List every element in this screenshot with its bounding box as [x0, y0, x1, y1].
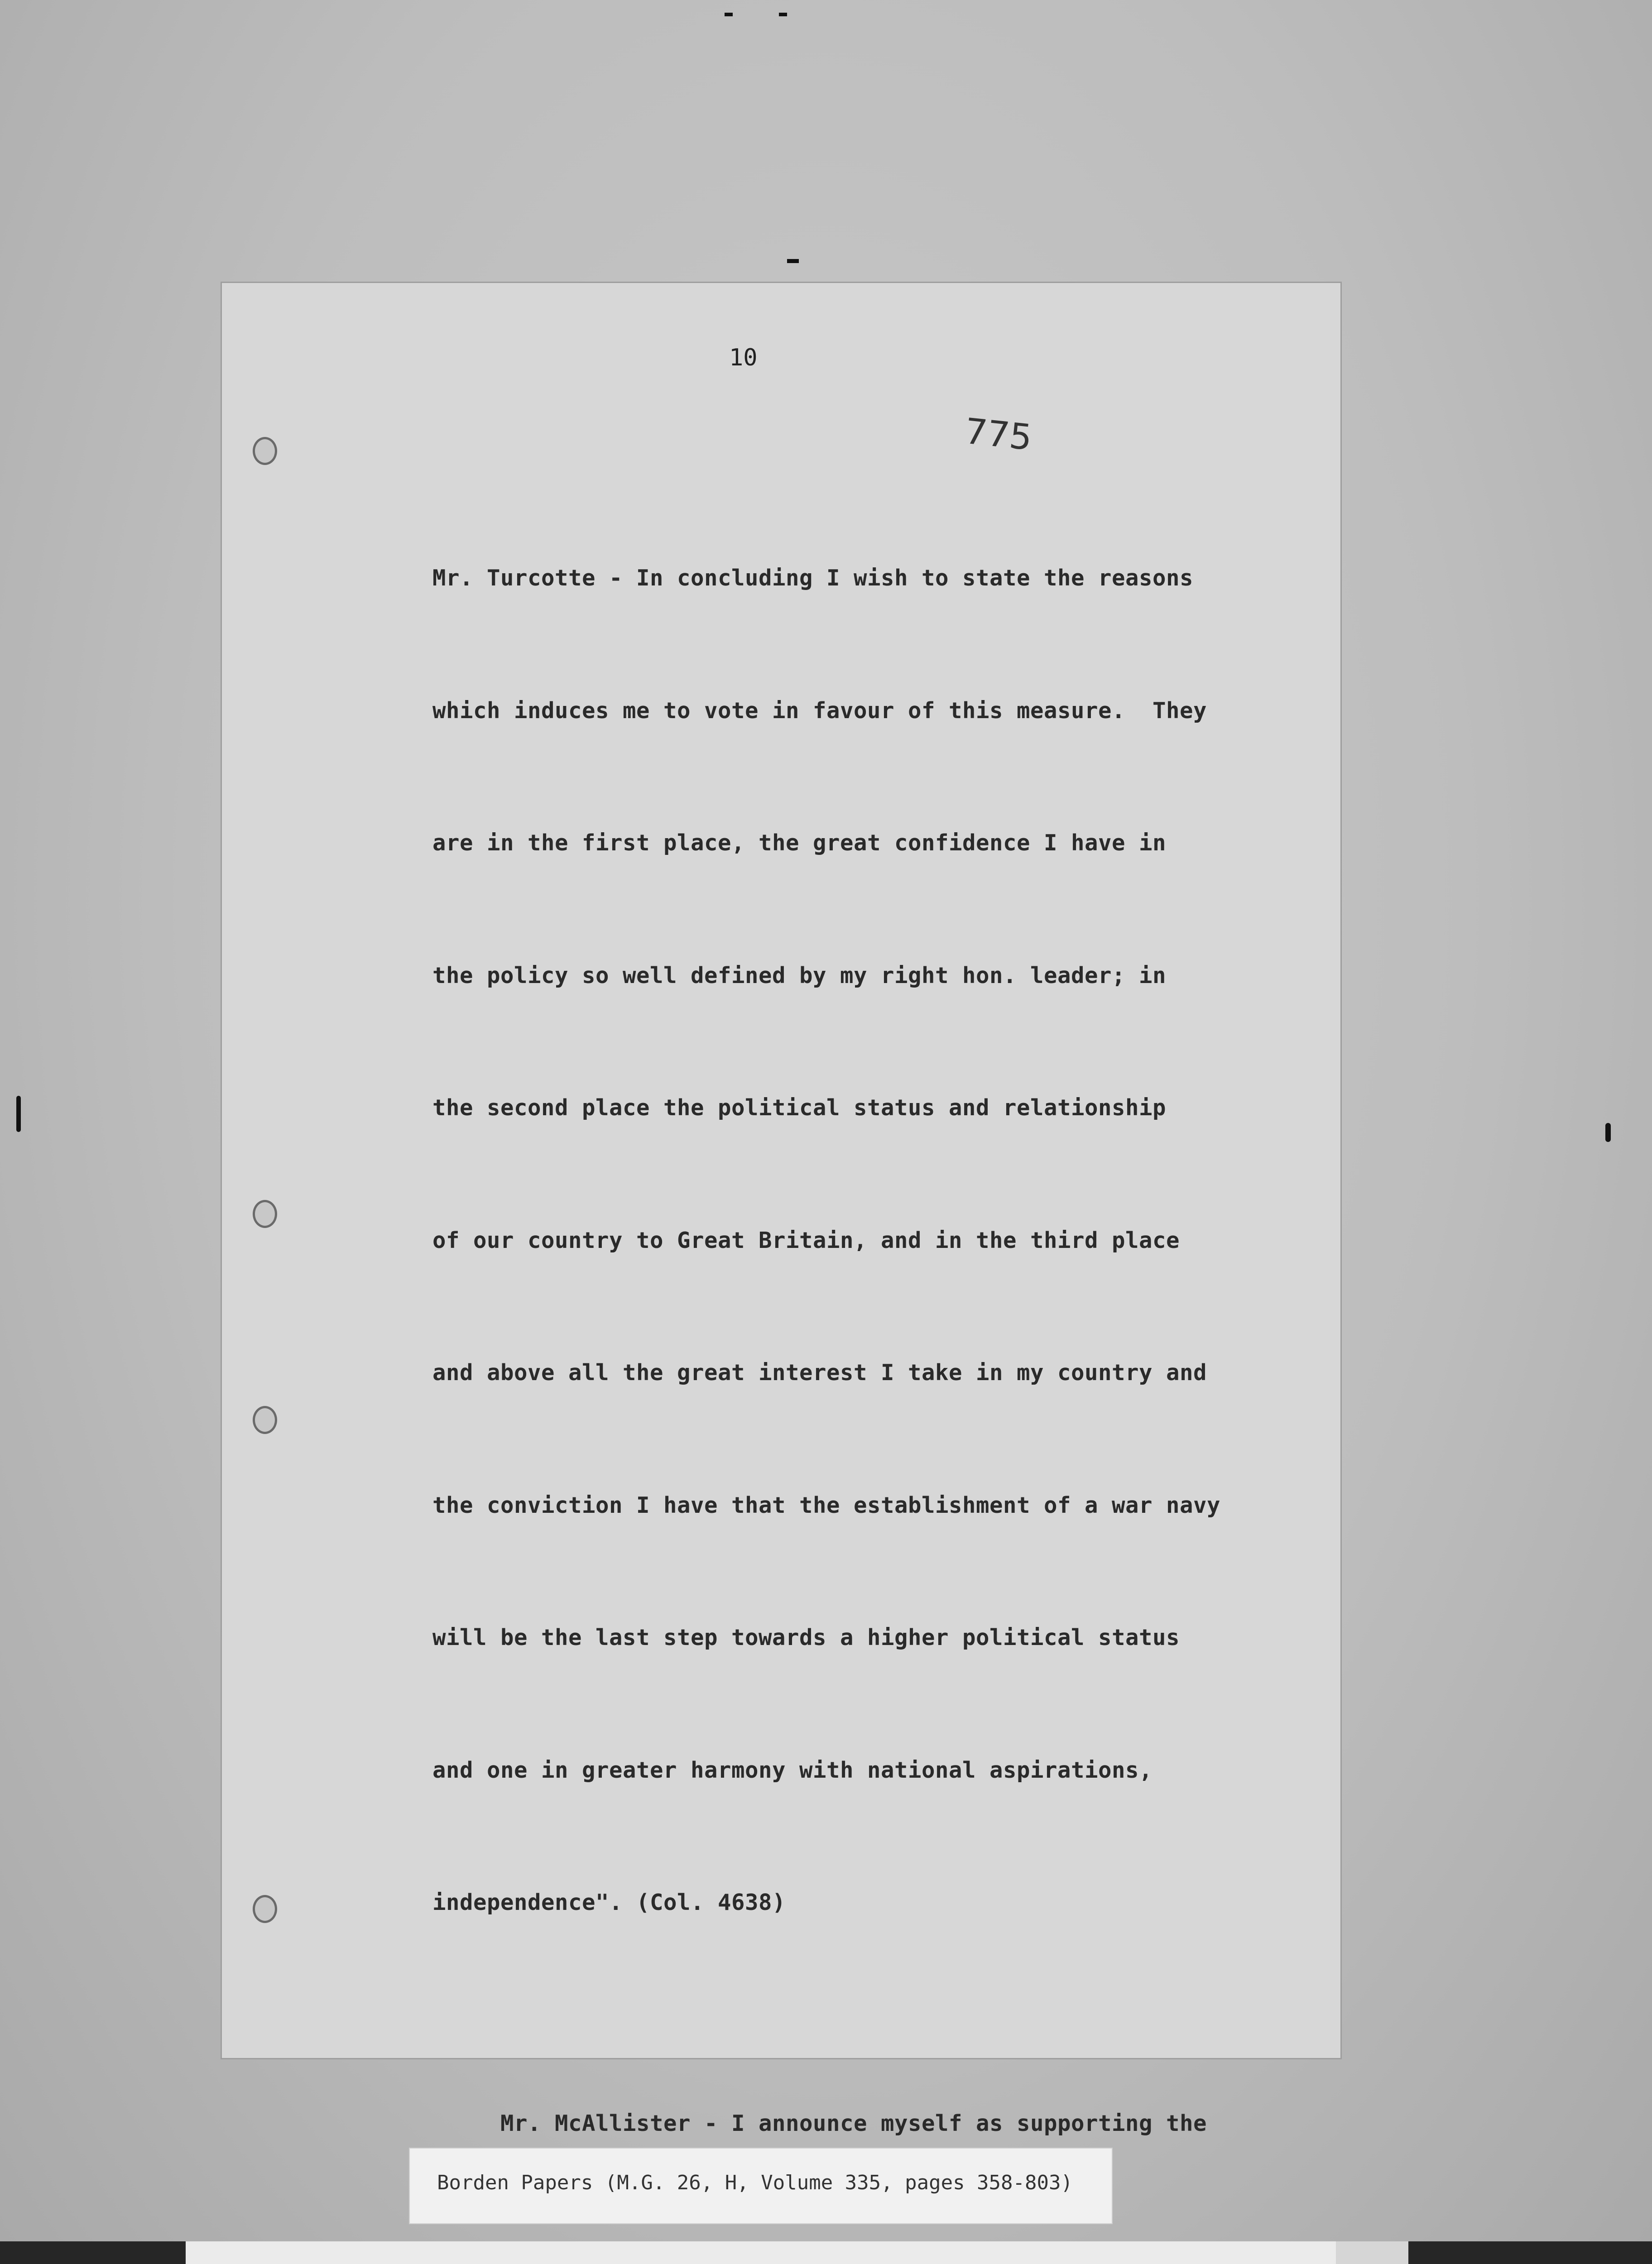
- folio-number: 775: [962, 411, 1034, 459]
- registration-mark-top-center: [787, 259, 799, 263]
- registration-mark-left: [16, 1096, 21, 1132]
- punch-hole-4: [253, 1895, 277, 1923]
- paragraph-mcallister: [432, 2013, 1316, 2264]
- registration-mark-top-left: [725, 13, 733, 16]
- text-line: which induces me to vote in favour of this measure. They: [432, 697, 1207, 724]
- punch-hole-3: [253, 1406, 277, 1434]
- text-line: the second place the political status and relationship: [432, 1095, 1167, 1121]
- paragraph-turcotte: [432, 468, 1316, 2013]
- text-line: will be the last step towards a higher political status: [432, 1625, 1180, 1650]
- document-page: [222, 283, 1340, 2136]
- punch-hole-2: [253, 1200, 277, 1228]
- text-line: the policy so well defined by my right hon. leader; in: [432, 962, 1167, 988]
- text-line: and above all the great interest I take in my country and: [432, 1360, 1207, 1386]
- stamp-edge: [1336, 2241, 1408, 2264]
- text-line: and one in greater harmony with national aspirations,: [432, 1757, 1153, 1783]
- citation-text: Borden Papers (M.G. 26, H, Volume 335, pages 358-803): [437, 2171, 1073, 2194]
- registration-mark-right: [1605, 1123, 1611, 1142]
- text-line: the conviction I have that the establishment of a war navy: [432, 1492, 1221, 1518]
- punch-hole-1: [253, 437, 277, 465]
- document-body: [432, 468, 1316, 2264]
- archive-stamp: [186, 2241, 1408, 2264]
- registration-mark-top-right: [779, 13, 787, 16]
- text-line: Mr. McAllister - I announce myself as supporting the: [432, 2110, 1207, 2136]
- text-line: are in the first place, the great confidence I have in: [432, 830, 1167, 856]
- text-line: Mr. Turcotte - In concluding I wish to state the reasons: [432, 565, 1194, 591]
- text-line: independence". (Col. 4638): [432, 1890, 786, 1915]
- page-number: 10: [729, 344, 758, 371]
- text-line: of our country to Great Britain, and in the third place: [432, 1227, 1180, 1253]
- citation-slip: [410, 2149, 1112, 2223]
